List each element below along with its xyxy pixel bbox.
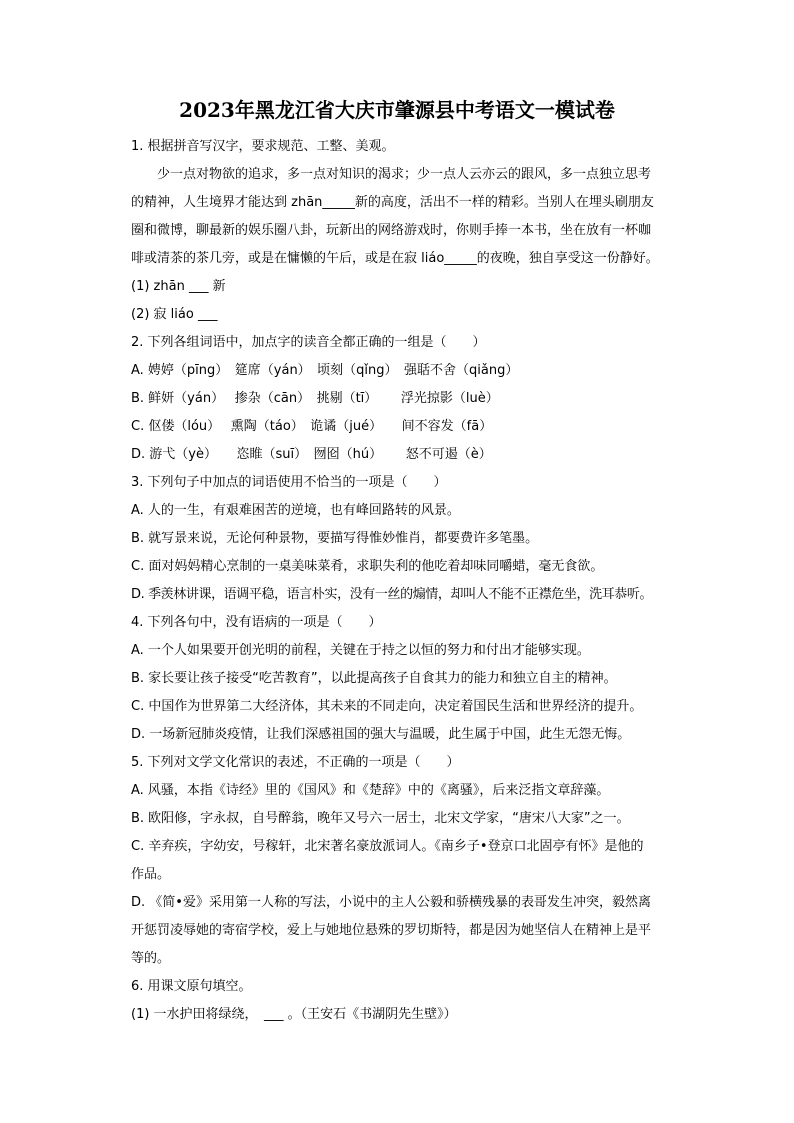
- q1-passage-line: 啡或清茶的茶几旁，或是在慵懒的午后，或是在寂 liáo_____的夜晚，独自享受这一份静好。: [131, 251, 659, 266]
- q5-option-d: D. 《简•爱》采用第一人称的写法，小说中的主人公毅和骄横残暴的表哥发生冲突，毅然离: [131, 895, 651, 910]
- q2-option-d: D. 游弋（yè） 恣睢（suī） 囫囵（hú） 怒不可遏（è）: [131, 447, 492, 462]
- q1-passage-line: 的精神，人生境界才能达到 zhān_____新的高度，活出不一样的精彩。当别人在埋头刷朋友: [131, 195, 654, 210]
- q6-sub-question: (1) 一水护田将绿绕， ___ 。（王安石《书湖阴先生壁》）: [131, 1007, 457, 1022]
- q5-option-b: B. 欧阳修，字永叔，自号醉翁，晚年又号六一居士，北宋文学家，“唐宋八大家”之一。: [131, 811, 630, 826]
- q5-option-d-continued: 开惩罚凌辱她的寄宿学校，爱上与她地位悬殊的罗切斯特，都是因为她坚信人在精神上是平: [131, 923, 652, 938]
- q1-sub-question: (1) zhān ___ 新: [131, 279, 226, 294]
- q1-passage-line: 少一点对物欲的追求，多一点对知识的渴求；少一点人云亦云的跟风，多一点独立思考: [157, 167, 652, 182]
- q1-passage-line: 圈和微博，聊最新的娱乐圈八卦，玩新出的网络游戏时，你则手捧一本书，坐在放有一杯咖: [131, 223, 652, 238]
- q4-option-c: C. 中国作为世界第二大经济体，其未来的不同走向，决定着国民生活和世界经济的提升。: [131, 699, 643, 714]
- q2-option-c: C. 伛偻（lóu） 熏陶（táo） 诡谲（jué） 间不容发（fā）: [131, 419, 493, 434]
- q4-option-d: D. 一场新冠肺炎疫情，让我们深感祖国的强大与温暖，此生属于中国，此生无怨无悔。: [131, 727, 631, 742]
- q4-stem: 4. 下列各句中，没有语病的一项是（ ）: [131, 615, 382, 630]
- exam-title: 2023年黑龙江省大庆市肇源县中考语文一模试卷: [179, 98, 615, 122]
- q5-option-a: A. 风骚，本指《诗经》里的《国风》和《楚辞》中的《离骚》，后来泛指文章辞藻。: [131, 783, 610, 798]
- q2-option-b: B. 鲜妍（yán） 掺杂（cān） 挑剔（tī） 浮光掠影（luè）: [131, 391, 499, 406]
- q3-option-c: C. 面对妈妈精心烹制的一桌美味菜肴，求职失利的他吃着却味同嚼蜡，毫无食欲。: [131, 559, 604, 574]
- q2-option-a: A. 娉婷（pīng） 筵席（yán） 顷刻（qǐng） 强聒不舍（qiǎng）: [131, 363, 519, 378]
- q3-option-a: A. 人的一生，有艰难困苦的逆境，也有峰回路转的风景。: [131, 503, 460, 518]
- q3-option-d: D. 季羡林讲课，语调平稳，语言朴实，没有一丝的煽情，却叫人不能不正襟危坐，洗耳恭听。: [131, 587, 653, 602]
- q5-option-c: C. 辛弃疾，字幼安，号稼轩，北宋著名豪放派词人。《南乡子•登京口北固亭有怀》是他的: [131, 839, 644, 854]
- q4-option-a: A. 一个人如果要开创光明的前程，关键在于持之以恒的努力和付出才能够实现。: [131, 643, 590, 658]
- q6-stem: 6. 用课文原句填空。: [131, 979, 252, 994]
- q5-stem: 5. 下列对文学文化常识的表述，不正确的一项是（ ）: [131, 755, 460, 770]
- q3-option-b: B. 就写景来说，无论何种景物，要描写得惟妙惟肖，都要费许多笔墨。: [131, 531, 539, 546]
- q4-option-b: B. 家长要让孩子接受“吃苦教育”，以此提高孩子自食其力的能力和独立自主的精神。: [131, 671, 617, 686]
- q5-option-d-continued: 等的。: [131, 951, 171, 966]
- q3-stem: 3. 下列句子中加点的词语使用不恰当的一项是（ ）: [131, 475, 447, 490]
- q2-stem: 2. 下列各组词语中，加点字的读音全都正确的一组是（ ）: [131, 335, 486, 350]
- q5-option-c-continued: 作品。: [131, 867, 171, 882]
- q1-stem: 1. 根据拼音写汉字，要求规范、工整、美观。: [131, 139, 395, 154]
- q1-sub-question: (2) 寂 liáo ___: [131, 307, 218, 322]
